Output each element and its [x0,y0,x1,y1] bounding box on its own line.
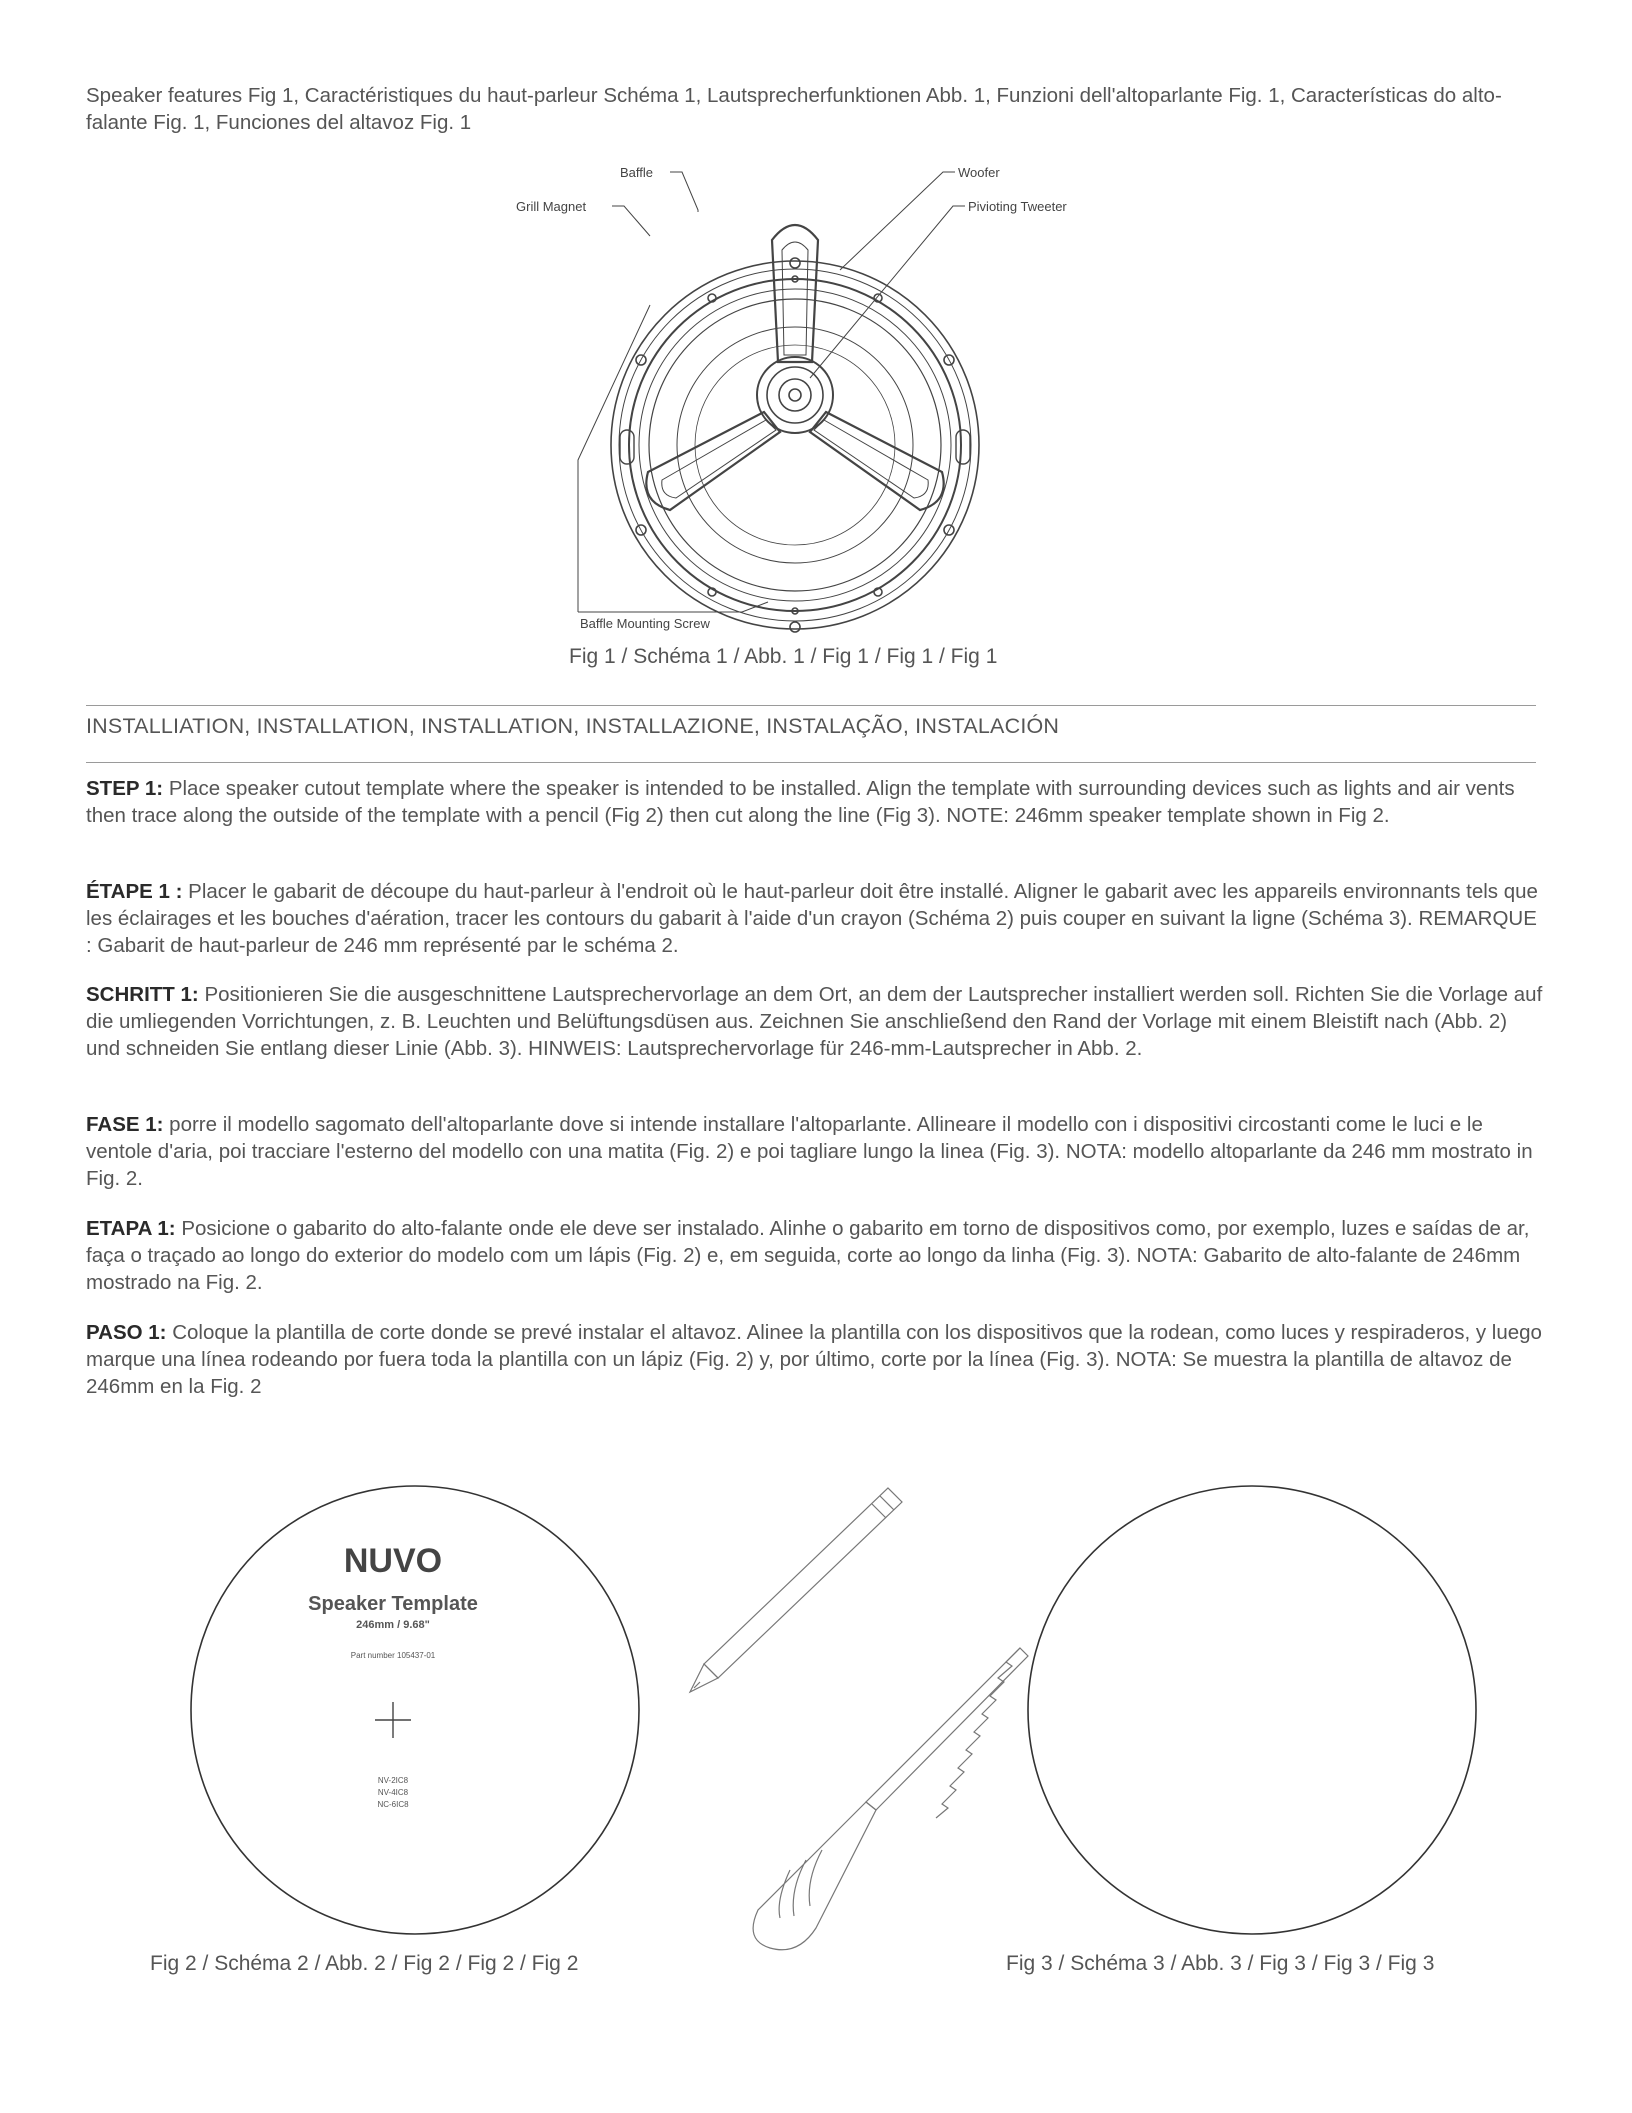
step-text: Positionieren Sie die ausgeschnittene Lautsprechervorlage an dem Ort, an dem der Lautsprecher installiert werden soll. Richten Sie die Vorlage auf die umliegenden Vorrichtungen, z. B. Leuchten und Belüftungsdüsen aus. Zeichnen Sie anschließend den Rand der Vorlage mit einem Bleistift nach (Abb. 2) und schneiden Sie entlang dieser Linie (Abb. 3). HINWEIS: Lautsprechervorlage für 246-mm-Lautsprecher in Abb. 2. [86,983,1543,1060]
speaker-template-figure [175,1470,655,1950]
template-brand: NUVO [343,1542,443,1580]
step-label: STEP 1: [86,777,164,800]
step-text: Placer le gabarit de découpe du haut-parleur à l'endroit où le haut-parleur doit être installé. Aligner le gabarit avec les appareils environnants tels que les éclairages et les bouches d'aération, tracer les contours du gabarit à l'aide d'un crayon (Schéma 2) puis couper en suivant la ligne (Schéma 3). REMARQUE : Gabarit de haut-parleur de 246 mm représenté par le schéma 2. [86,880,1538,957]
label-baffle-mounting-screw: Baffle Mounting Screw [580,616,710,631]
crosshair-icon [375,1702,411,1738]
pencil-icon [690,1488,902,1692]
step-label: SCHRITT 1: [86,983,199,1006]
step-label: PASO 1: [86,1321,167,1344]
tools-illustration [640,1470,1040,1970]
step-text: Posicione o gabarito do alto-falante onde ele deve ser instalado. Alinhe o gabarito em torno de dispositivos como, por exemplo, luzes e saídas de ar, faça o traçado ao longo do exterior do modelo com um lápis (Fig. 2) e, em seguida, corte ao longo da linha (Fig. 3). NOTA: Gabarito de alto-falante de 246mm mostrado na Fig. 2. [86,1217,1530,1294]
speaker-features-diagram [500,150,1120,640]
step-portuguese [86,1215,1546,1296]
template-model: NC-6IC8 [377,1800,409,1809]
divider-top [86,705,1536,706]
step-english [86,775,1546,829]
template-title: Speaker Template [308,1593,478,1615]
step-spanish [86,1319,1546,1400]
label-grill-magnet: Grill Magnet [516,199,587,214]
label-pivoting-tweeter: Pivioting Tweeter [968,199,1067,214]
fig2-caption: Fig 2 / Schéma 2 / Abb. 2 / Fig 2 / Fig 2 / Fig 2 [150,1952,579,1975]
template-size: 246mm / 9.68" [356,1619,430,1631]
cut-circle-figure [1012,1470,1492,1950]
label-woofer: Woofer [958,165,1000,180]
step-french [86,878,1546,959]
step-text: Place speaker cutout template where the speaker is intended to be installed. Align the template with surrounding devices such as lights and air vents then trace along the outside of the template with a pencil (Fig 2) then cut along the line (Fig 3). NOTE: 246mm speaker template shown in Fig 2. [86,777,1515,827]
template-model: NV-2IC8 [377,1776,409,1785]
template-part-number: Part number 105437-01 [350,1651,436,1660]
installation-heading: INSTALLIATION, INSTALLATION, INSTALLATION, INSTALLAZIONE, INSTALAÇÃO, INSTALACIÓN [86,714,1060,738]
fig1-caption: Fig 1 / Schéma 1 / Abb. 1 / Fig 1 / Fig 1 / Fig 1 [569,645,998,668]
template-model: NV-4IC8 [377,1788,409,1797]
step-text: Coloque la plantilla de corte donde se prevé instalar el altavoz. Alinee la plantilla con los dispositivos que la rodean, como luces y respiraderos, y luego marque una línea rodeando por fuera toda la plantilla con un lápiz (Fig. 2) y, por último, corte por la línea (Fig. 3). NOTA: Se muestra la plantilla de altavoz de 246mm en la Fig. 2 [86,1321,1542,1398]
step-german [86,981,1546,1062]
step-italian [86,1111,1546,1192]
step-label: FASE 1: [86,1113,164,1136]
intro-text: Speaker features Fig 1, Caractéristiques du haut-parleur Schéma 1, Lautsprecherfunktionen Abb. 1, Funzioni dell'altoparlante Fig. 1, Características do alto-falante Fig. 1, Funciones del altavoz Fig. 1 [86,84,1502,134]
saw-icon [753,1648,1028,1950]
label-baffle: Baffle [620,165,654,180]
step-label: ÉTAPE 1 : [86,880,183,903]
step-label: ETAPA 1: [86,1217,176,1240]
divider-bottom [86,762,1536,763]
fig3-caption: Fig 3 / Schéma 3 / Abb. 3 / Fig 3 / Fig 3 / Fig 3 [1006,1952,1435,1975]
step-text: porre il modello sagomato dell'altoparlante dove si intende installare l'altoparlante. Allineare il modello con i dispositivi circostanti come le luci e le ventole d'aria, poi tracciare l'esterno del modello con una matita (Fig. 2) e poi tagliare lungo la linea (Fig. 3). NOTA: modello altoparlante da 246 mm mostrato in Fig. 2. [86,1113,1533,1190]
